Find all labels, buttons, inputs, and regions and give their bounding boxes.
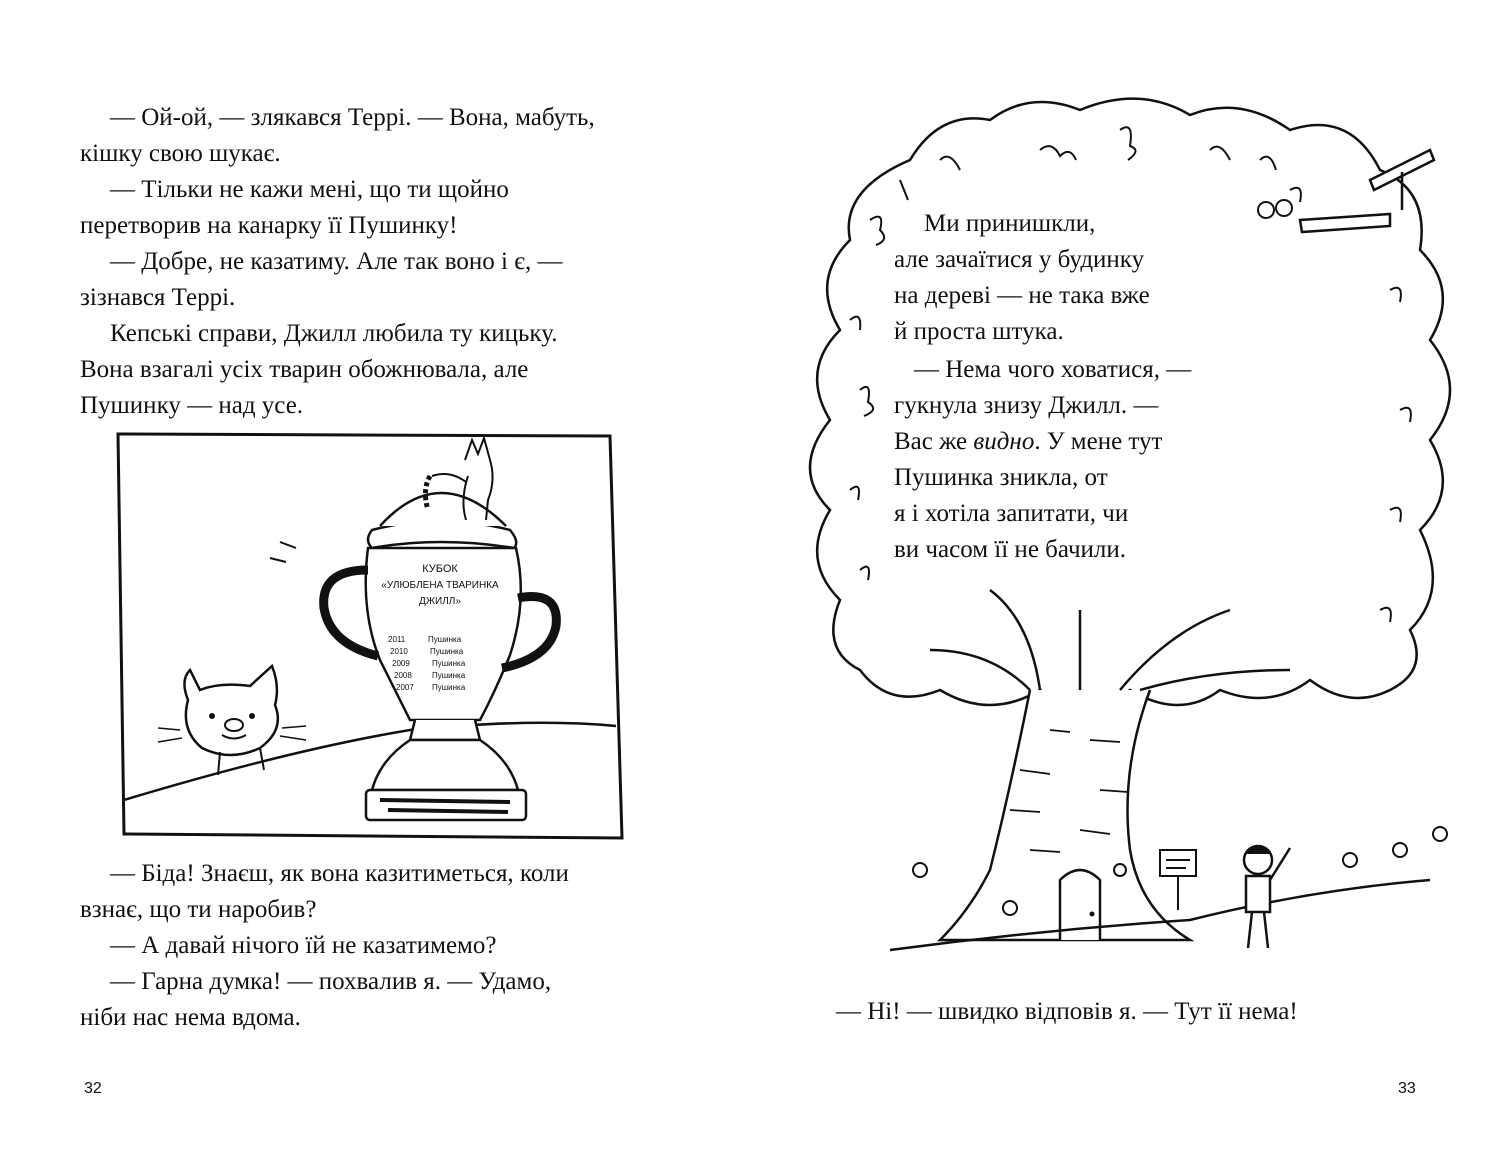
- right-paragraph-2: — Нема чого ховатися, — гукнула знизу Джилл. — Вас же видно. У мене тут Пушинка зникла, от я і хотіла запитати, чи ви часом її не бачили.: [894, 356, 1192, 563]
- trophy-drawing: [324, 438, 557, 820]
- winner-year: 2011: [388, 635, 406, 644]
- right-page: [750, 0, 1500, 1150]
- winner-name: Пушинка: [428, 635, 462, 644]
- winner-name: Пушинка: [432, 671, 466, 680]
- page-number-right: 33: [1398, 1080, 1416, 1097]
- trophy-illustration: [110, 430, 640, 850]
- paragraph-7: — Гарна думка! — похвалив я. — Удамо, ніби нас нема вдома.: [80, 968, 552, 1031]
- paragraph-1: — Ой-ой, — злякався Террі. — Вона, мабуть, кішку свою шукає.: [80, 104, 595, 167]
- winner-year: 2009: [392, 659, 410, 668]
- paragraph-3: — Добре, не казатиму. Але так воно і є, — зізнався Террі.: [80, 248, 563, 311]
- winner-name: Пушинка: [430, 647, 464, 656]
- paragraph-5: — Біда! Знаєш, як вона казитиметься, коли взнає, що ти наробив?: [80, 860, 569, 923]
- trophy-title-line3: ДЖИЛЛ»: [419, 596, 461, 607]
- winner-year: 2008: [394, 671, 412, 680]
- paragraph-6: — А давай нічого їй не казатимемо?: [110, 932, 497, 959]
- winner-name: Пушинка: [432, 659, 466, 668]
- girl-drawing: [1244, 846, 1290, 948]
- paragraph-4: Кепські справи, Джилл любила ту кицьку. Вона взагалі усіх тварин обожнювала, але Пушинку — над усе.: [80, 320, 558, 419]
- trophy-title-line1: КУБОК: [422, 563, 458, 575]
- illustration-frame: [118, 434, 622, 838]
- winner-name: Пушинка: [432, 683, 466, 692]
- treehouse-drawing: [1258, 150, 1434, 232]
- trophy-title-line2: «УЛЮБЛЕНА ТВАРИНКА: [381, 580, 499, 591]
- winner-year: 2010: [390, 647, 408, 656]
- winner-year: 2007: [396, 683, 414, 692]
- cat-face-drawing: [158, 666, 306, 775]
- page-number-left: 32: [84, 1080, 102, 1097]
- right-paragraph-1: Ми принишкли, але зачаїтися у будинку на дереві — не така вже й проста штука.: [894, 210, 1150, 345]
- illustration-caption: — Ні! — швидко відповів я. — Тут її нема!: [836, 998, 1298, 1025]
- paragraph-2: — Тільки не кажи мені, що ти щойно перетворив на канарку її Пушинку!: [80, 176, 509, 239]
